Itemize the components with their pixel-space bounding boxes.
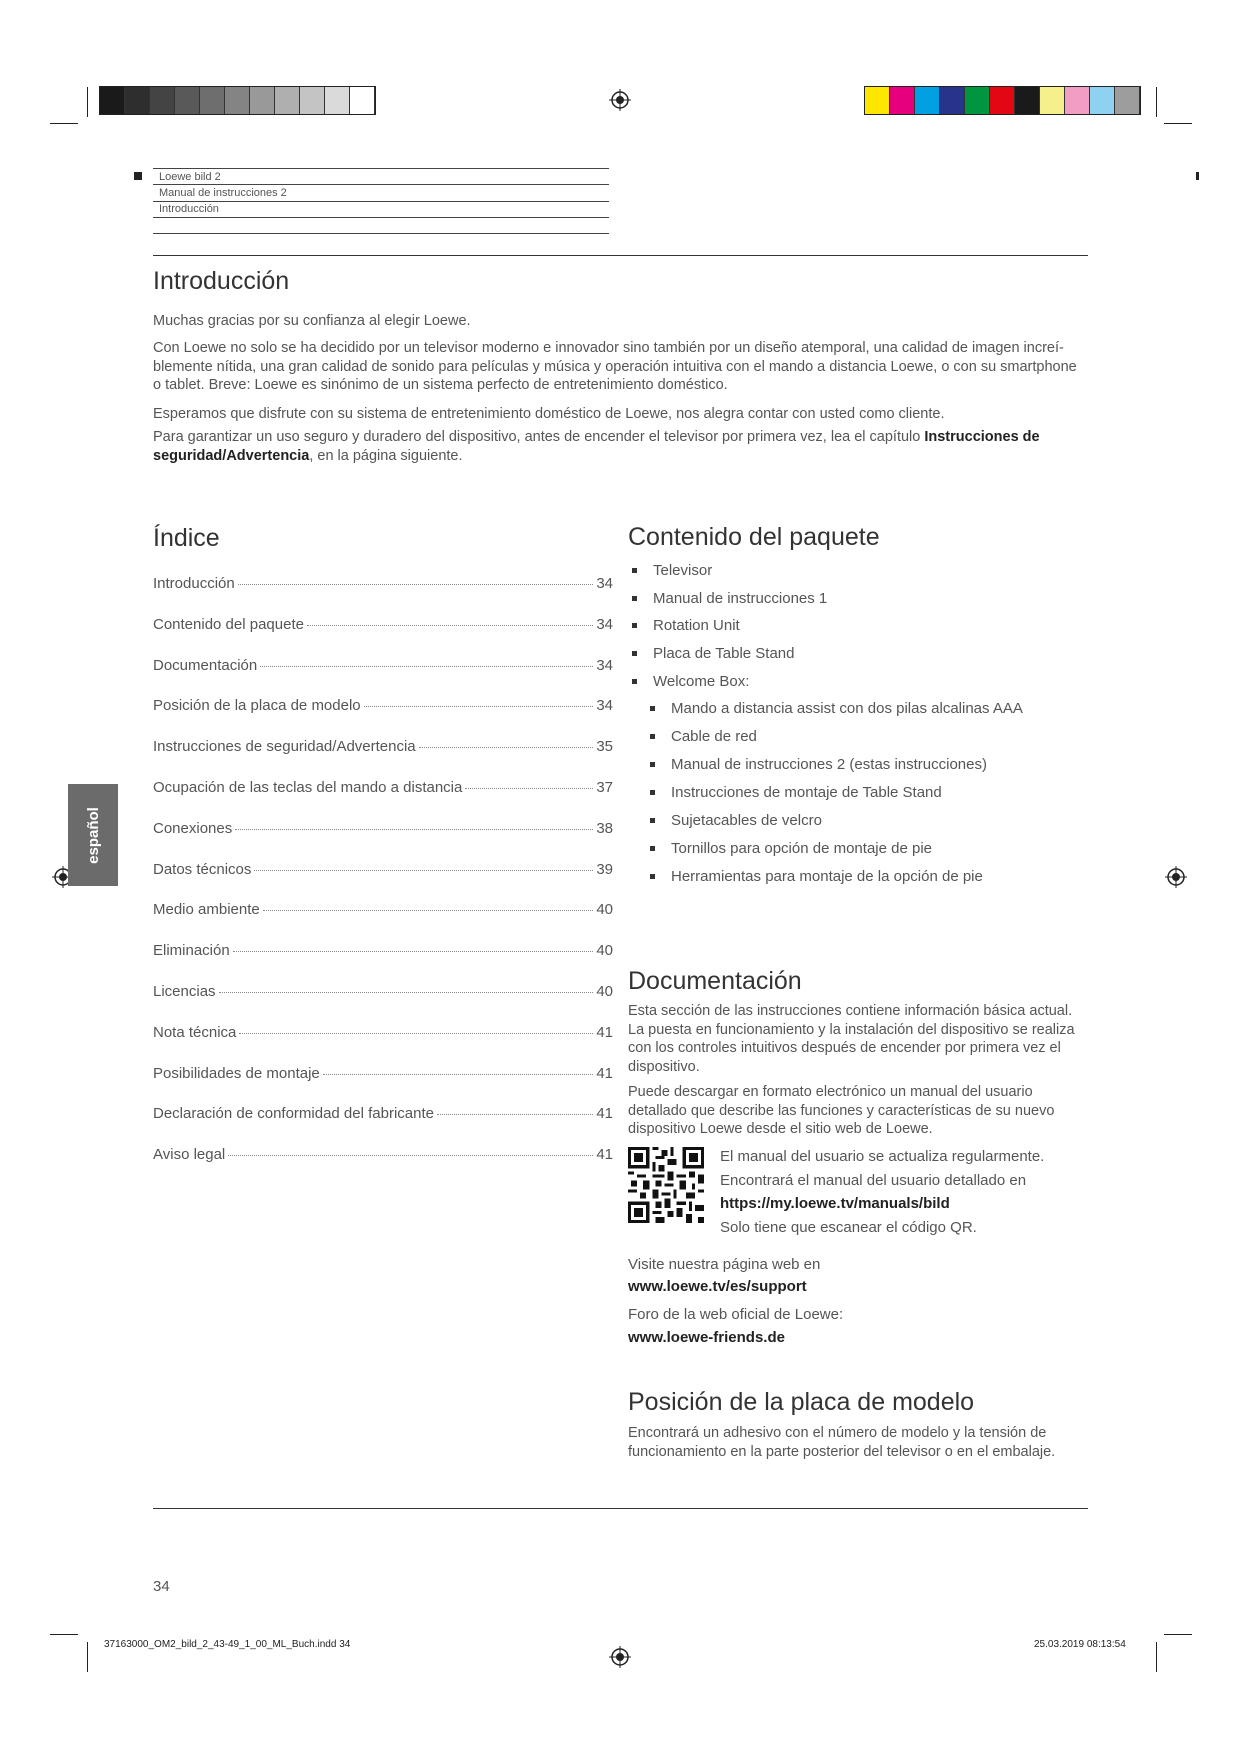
toc-entry[interactable] (153, 1065, 613, 1082)
package-item (632, 673, 749, 690)
calibration-swatch (325, 87, 350, 114)
package-subitem (650, 728, 757, 745)
doc-line: con los controles intuitivos después de encender por primera vez el (628, 1040, 1061, 1056)
visit-text: Visite nuestra página web en (628, 1256, 821, 1273)
crop-mark (1156, 1642, 1157, 1672)
intro-title: Introducción (153, 267, 290, 295)
toc-label: Datos técnicos (153, 860, 252, 878)
header-manual: Manual de instrucciones 2 (159, 187, 287, 199)
page-number: 34 (153, 1578, 170, 1595)
forum-url-link[interactable]: www.loewe-friends.de (628, 1329, 785, 1346)
registration-mark-icon (609, 89, 631, 111)
toc-leader (419, 747, 594, 748)
top-rule (153, 255, 1088, 256)
toc-leader (260, 666, 593, 667)
registration-mark-icon (609, 1646, 631, 1668)
bottom-rule (153, 1508, 1088, 1509)
plate-line: funcionamiento en la parte posterior del televisor o en el embalaje. (628, 1443, 1056, 1460)
support-url-link[interactable]: www.loewe.tv/es/support (628, 1278, 807, 1295)
package-title: Contenido del paquete (628, 523, 880, 551)
package-subitem (650, 756, 987, 773)
forum-text: Foro de la web oficial de Loewe: (628, 1306, 844, 1323)
toc-entry[interactable] (153, 820, 613, 837)
toc-entry[interactable] (153, 616, 613, 633)
toc-page: 39 (596, 860, 613, 878)
toc-page: 41 (596, 1023, 613, 1041)
bullet-icon (632, 568, 637, 573)
intro-line: o tablet. Breve: Loewe es sinónimo de un sistema perfecto de entretenimiento doméstico. (153, 377, 728, 393)
package-subitem (650, 700, 1023, 717)
header-line (153, 217, 609, 218)
header-tick (1196, 172, 1199, 180)
toc-label: Declaración de conformidad del fabricante (153, 1105, 434, 1123)
toc-page: 34 (596, 656, 613, 674)
intro-paragraph: Esperamos que disfrute con su sistema de entretenimiento doméstico de Loewe, nos alegra contar con usted como cliente. (153, 406, 945, 422)
crop-mark (50, 1634, 78, 1635)
toc-leader (437, 1114, 593, 1115)
bullet-icon (650, 706, 655, 711)
color-calibration-bar (864, 86, 1141, 115)
calibration-swatch (100, 87, 125, 114)
calibration-swatch (300, 87, 325, 114)
crop-mark (87, 87, 88, 117)
toc-page: 40 (596, 942, 613, 960)
toc-page: 34 (596, 575, 613, 592)
bullet-icon (632, 651, 637, 656)
intro-paragraph (153, 339, 1088, 395)
package-subitem-label: Herramientas para montaje de la opción de pie (671, 868, 983, 885)
intro-text: Para garantizar un uso seguro y duradero del dispositivo, antes de encender el televisor por primera vez, lea el capítulo (153, 429, 925, 445)
crop-mark (1164, 1634, 1192, 1635)
toc-page: 34 (596, 697, 613, 715)
package-subitem-label: Mando a distancia assist con dos pilas alcalinas AAA (671, 700, 1023, 717)
bullet-icon (650, 790, 655, 795)
toc-page: 40 (596, 901, 613, 919)
toc-entry[interactable] (153, 697, 613, 714)
toc-label: Posición de la placa de modelo (153, 697, 361, 715)
manual-url-link[interactable]: https://my.loewe.tv/manuals/bild (720, 1195, 950, 1212)
calibration-swatch (1015, 87, 1040, 114)
package-item-label: Televisor (653, 562, 713, 579)
calibration-swatch (1065, 87, 1090, 114)
qr-text: Encontrará el manual del usuario detallado en (720, 1172, 1027, 1189)
intro-text: , en la página siguiente. (309, 447, 463, 464)
calibration-swatch (990, 87, 1015, 114)
package-item-label: Manual de instrucciones 1 (653, 590, 828, 607)
bullet-icon (650, 734, 655, 739)
toc-leader (235, 829, 593, 830)
toc-entry[interactable] (153, 942, 613, 959)
toc-page: 41 (596, 1105, 613, 1123)
package-subitem-label: Cable de red (671, 728, 757, 745)
bullet-icon (632, 679, 637, 684)
toc-label: Contenido del paquete (153, 615, 304, 633)
registration-mark-icon (1165, 866, 1187, 888)
package-item-label: Welcome Box: (653, 673, 750, 690)
toc-entry[interactable] (153, 575, 613, 592)
package-subitem (650, 868, 983, 885)
calibration-swatch (175, 87, 200, 114)
package-subitem-label: Tornillos para opción de montaje de pie (671, 840, 932, 857)
package-subitem-label: Manual de instrucciones 2 (estas instrucciones) (671, 756, 987, 773)
doc-line: Esta sección de las instrucciones contiene información básica actual. (628, 1003, 1073, 1019)
toc-leader (239, 1033, 593, 1034)
toc-entry[interactable] (153, 901, 613, 918)
package-item (632, 590, 827, 607)
calibration-swatch (890, 87, 915, 114)
toc-leader (228, 1155, 593, 1156)
header-line (153, 233, 609, 234)
calibration-swatch (940, 87, 965, 114)
footer-timestamp: 25.03.2019 08:13:54 (1034, 1639, 1126, 1650)
language-label: español (84, 806, 102, 864)
toc-leader (238, 584, 594, 585)
toc-label: Medio ambiente (153, 901, 260, 919)
calibration-swatch (250, 87, 275, 114)
calibration-swatch (150, 87, 175, 114)
grayscale-calibration-bar (99, 86, 376, 115)
toc-label: Ocupación de las teclas del mando a distancia (153, 779, 463, 796)
toc-entry[interactable] (153, 738, 613, 755)
calibration-swatch (1040, 87, 1065, 114)
qr-code-icon[interactable] (628, 1147, 704, 1223)
toc-entry[interactable] (153, 779, 613, 796)
calibration-swatch (225, 87, 250, 114)
header-line (153, 168, 609, 169)
toc-label: Nota técnica (153, 1023, 237, 1041)
toc-page: 41 (596, 1064, 613, 1082)
plate-line: Encontrará un adhesivo con el número de modelo y la tensión de (628, 1425, 1047, 1441)
safety-link-text: Instrucciones de (924, 429, 1040, 445)
calibration-swatch (275, 87, 300, 114)
toc-leader (307, 625, 593, 626)
calibration-swatch (865, 87, 890, 114)
calibration-swatch (200, 87, 225, 114)
calibration-swatch (350, 87, 375, 114)
toc-leader (233, 951, 594, 952)
toc-label: Conexiones (153, 819, 233, 837)
toc-entry[interactable] (153, 861, 613, 878)
intro-paragraph: Muchas gracias por su confianza al elegir Loewe. (153, 313, 471, 329)
package-subitem (650, 840, 932, 857)
plate-title: Posición de la placa de modelo (628, 1388, 975, 1416)
toc-label: Eliminación (153, 942, 230, 960)
doc-line: dispositivo. (628, 1058, 700, 1075)
documentation-paragraph (628, 1002, 1098, 1076)
package-item (632, 645, 795, 662)
toc-leader (254, 870, 593, 871)
header-line (153, 201, 609, 202)
bullet-icon (650, 762, 655, 767)
toc-page: 35 (596, 738, 613, 756)
toc-page: 40 (596, 983, 613, 1000)
toc-entry[interactable] (153, 657, 613, 674)
header-line (153, 184, 609, 185)
package-item (632, 562, 712, 579)
toc-page: 34 (596, 615, 613, 633)
qr-text: El manual del usuario se actualiza regularmente. (720, 1148, 1045, 1165)
toc-page: 41 (596, 1146, 613, 1164)
calibration-swatch (125, 87, 150, 114)
toc-leader (465, 788, 593, 789)
toc-entry[interactable] (153, 1105, 613, 1122)
plate-paragraph (628, 1424, 1098, 1461)
toc-leader (219, 992, 594, 993)
calibration-swatch (965, 87, 990, 114)
toc-leader (263, 910, 594, 911)
package-item (632, 617, 740, 634)
package-item-label: Placa de Table Stand (653, 645, 795, 662)
header-product: Loewe bild 2 (159, 171, 221, 183)
doc-line: detallado que describe las funciones y características de su nuevo (628, 1102, 1055, 1119)
toc-leader (323, 1074, 594, 1075)
package-subitem-label: Sujetacables de velcro (671, 812, 822, 829)
toc-label: Introducción (153, 575, 235, 592)
calibration-swatch (1115, 87, 1140, 114)
bullet-icon (650, 818, 655, 823)
intro-line: blemente nítida, una gran calidad de sonido para películas y música y operación intuitiva con el mando a distancia Loewe, o con su smartphone (153, 358, 1077, 375)
package-subitem (650, 784, 942, 801)
crop-mark (1156, 87, 1157, 117)
bullet-icon (632, 596, 637, 601)
documentation-paragraph (628, 1083, 1098, 1139)
toc-label: Licencias (153, 983, 216, 1000)
doc-line: Puede descargar en formato electrónico un manual del usuario (628, 1084, 1033, 1100)
toc-page: 37 (596, 779, 613, 796)
documentation-title: Documentación (628, 967, 802, 995)
index-title: Índice (153, 524, 220, 552)
qr-text: Solo tiene que escanear el código QR. (720, 1219, 977, 1236)
calibration-swatch (915, 87, 940, 114)
header-bullet (134, 172, 142, 180)
package-subitem-label: Instrucciones de montaje de Table Stand (671, 784, 942, 801)
crop-mark (1164, 123, 1192, 124)
calibration-swatch (1090, 87, 1115, 114)
bullet-icon (650, 846, 655, 851)
toc-page: 38 (596, 819, 613, 837)
safety-link-text: seguridad/Advertencia (153, 447, 310, 464)
intro-paragraph (153, 428, 1088, 465)
toc-entry[interactable] (153, 1024, 613, 1041)
bullet-icon (632, 623, 637, 628)
toc-entry[interactable] (153, 1146, 613, 1163)
toc-label: Posibilidades de montaje (153, 1064, 320, 1082)
footer-filename: 37163000_OM2_bild_2_43-49_1_00_ML_Buch.indd 34 (104, 1639, 351, 1650)
bullet-icon (650, 874, 655, 879)
toc-label: Documentación (153, 656, 258, 674)
package-item-label: Rotation Unit (653, 617, 740, 634)
package-subitem (650, 812, 822, 829)
toc-label: Instrucciones de seguridad/Advertencia (153, 738, 416, 756)
toc-leader (364, 706, 594, 707)
toc-entry[interactable] (153, 983, 613, 1000)
toc-label: Aviso legal (153, 1146, 226, 1164)
crop-mark (50, 123, 78, 124)
language-tab (68, 784, 118, 886)
doc-line: La puesta en funcionamiento y la instalación del dispositivo se realiza (628, 1021, 1075, 1038)
header-section: Introducción (159, 203, 219, 215)
crop-mark (87, 1642, 88, 1672)
intro-line: Con Loewe no solo se ha decidido por un televisor moderno e innovador sino también por un diseño atemporal, una calidad de imagen increí- (153, 340, 1064, 356)
doc-line: dispositivo Loewe desde el sitio web de Loewe. (628, 1121, 933, 1137)
